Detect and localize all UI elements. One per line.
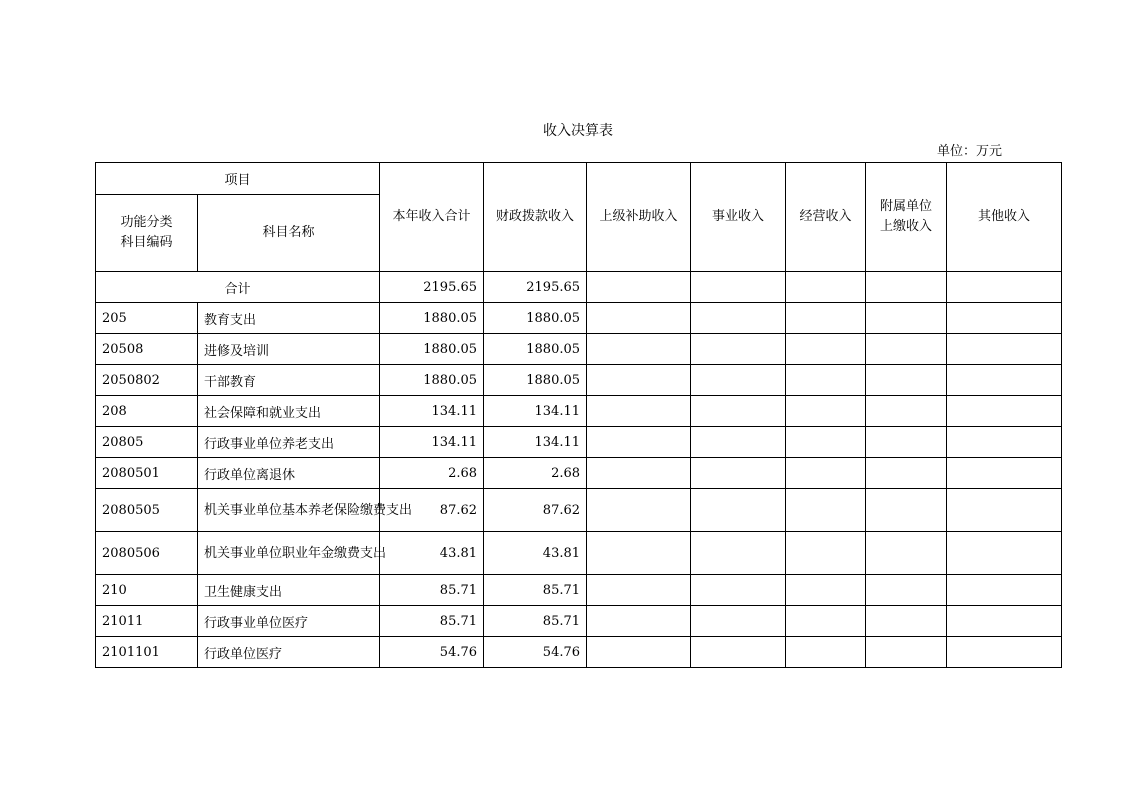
row-total: 134.11 — [380, 396, 484, 427]
empty-cell — [587, 637, 691, 668]
row-code: 2080505 — [96, 489, 198, 532]
row-total: 85.71 — [380, 606, 484, 637]
empty-cell — [947, 334, 1062, 365]
header-other: 其他收入 — [947, 163, 1062, 272]
empty-cell — [587, 489, 691, 532]
empty-cell — [691, 272, 786, 303]
row-total: 134.11 — [380, 427, 484, 458]
empty-cell — [587, 396, 691, 427]
empty-cell — [947, 427, 1062, 458]
empty-cell — [587, 334, 691, 365]
empty-cell — [587, 303, 691, 334]
empty-cell — [947, 575, 1062, 606]
table-row — [96, 637, 1062, 668]
empty-cell — [786, 334, 866, 365]
empty-cell — [947, 396, 1062, 427]
empty-cell — [786, 532, 866, 575]
empty-cell — [786, 458, 866, 489]
row-fiscal: 1880.05 — [484, 334, 587, 365]
row-code: 2080506 — [96, 532, 198, 575]
empty-cell — [587, 427, 691, 458]
table-row — [96, 303, 1062, 334]
total-row — [96, 272, 1062, 303]
header-fiscal: 财政拨款收入 — [484, 163, 587, 272]
empty-cell — [691, 606, 786, 637]
row-name: 进修及培训 — [198, 334, 380, 365]
row-fiscal: 134.11 — [484, 427, 587, 458]
row-name: 机关事业单位职业年金缴费支出 — [198, 532, 380, 575]
row-total: 1880.05 — [380, 303, 484, 334]
row-total: 85.71 — [380, 575, 484, 606]
empty-cell — [866, 575, 947, 606]
row-code: 210 — [96, 575, 198, 606]
empty-cell — [691, 458, 786, 489]
empty-cell — [587, 575, 691, 606]
empty-cell — [691, 575, 786, 606]
row-fiscal: 85.71 — [484, 575, 587, 606]
row-code: 21011 — [96, 606, 198, 637]
table-row — [96, 575, 1062, 606]
empty-cell — [866, 458, 947, 489]
table-row — [96, 365, 1062, 396]
header-superior: 上级补助收入 — [587, 163, 691, 272]
header-affiliated — [866, 163, 947, 272]
header-code — [96, 195, 198, 272]
empty-cell — [786, 427, 866, 458]
header-operating: 经营收入 — [786, 163, 866, 272]
row-total: 87.62 — [380, 489, 484, 532]
row-code: 208 — [96, 396, 198, 427]
empty-cell — [587, 458, 691, 489]
table-row — [96, 396, 1062, 427]
empty-cell — [947, 489, 1062, 532]
unit-label: 单位：万元 — [936, 144, 1002, 159]
empty-cell — [866, 396, 947, 427]
empty-cell — [786, 606, 866, 637]
header-affiliated-line2: 上缴收入 — [880, 219, 933, 234]
empty-cell — [866, 606, 947, 637]
empty-cell — [587, 606, 691, 637]
empty-cell — [786, 272, 866, 303]
empty-cell — [587, 532, 691, 575]
empty-cell — [866, 272, 947, 303]
empty-cell — [691, 427, 786, 458]
empty-cell — [691, 334, 786, 365]
empty-cell — [786, 637, 866, 668]
row-name: 机关事业单位基本养老保险缴费支出 — [198, 489, 380, 532]
row-total: 2.68 — [380, 458, 484, 489]
empty-cell — [947, 458, 1062, 489]
header-total: 本年收入合计 — [380, 163, 484, 272]
row-fiscal: 43.81 — [484, 532, 587, 575]
total-fiscal: 2195.65 — [484, 272, 587, 303]
empty-cell — [691, 303, 786, 334]
empty-cell — [786, 575, 866, 606]
row-fiscal: 1880.05 — [484, 365, 587, 396]
empty-cell — [786, 303, 866, 334]
empty-cell — [947, 637, 1062, 668]
empty-cell — [786, 396, 866, 427]
header-code-line2: 科目编码 — [120, 235, 173, 250]
header-name: 科目名称 — [198, 195, 380, 272]
row-fiscal: 134.11 — [484, 396, 587, 427]
row-code: 2080501 — [96, 458, 198, 489]
header-row-1 — [96, 163, 1062, 195]
empty-cell — [691, 396, 786, 427]
row-code: 2050802 — [96, 365, 198, 396]
row-code: 20508 — [96, 334, 198, 365]
empty-cell — [947, 606, 1062, 637]
row-fiscal: 1880.05 — [484, 303, 587, 334]
empty-cell — [587, 365, 691, 396]
row-fiscal: 54.76 — [484, 637, 587, 668]
empty-cell — [947, 365, 1062, 396]
table-row — [96, 334, 1062, 365]
row-name: 社会保障和就业支出 — [198, 396, 380, 427]
empty-cell — [691, 637, 786, 668]
empty-cell — [866, 427, 947, 458]
empty-cell — [587, 272, 691, 303]
empty-cell — [786, 489, 866, 532]
empty-cell — [786, 365, 866, 396]
table-row — [96, 427, 1062, 458]
row-total: 43.81 — [380, 532, 484, 575]
total-label: 合计 — [96, 272, 380, 303]
empty-cell — [947, 303, 1062, 334]
row-total: 1880.05 — [380, 334, 484, 365]
row-name: 行政单位医疗 — [198, 637, 380, 668]
header-affiliated-line1: 附属单位 — [880, 199, 933, 214]
row-fiscal: 87.62 — [484, 489, 587, 532]
row-name: 行政事业单位医疗 — [198, 606, 380, 637]
row-name: 行政单位离退休 — [198, 458, 380, 489]
row-total: 1880.05 — [380, 365, 484, 396]
row-name: 卫生健康支出 — [198, 575, 380, 606]
table-row — [96, 458, 1062, 489]
empty-cell — [866, 489, 947, 532]
row-fiscal: 85.71 — [484, 606, 587, 637]
income-table — [95, 162, 1062, 668]
header-item: 项目 — [96, 163, 380, 195]
header-business: 事业收入 — [691, 163, 786, 272]
row-fiscal: 2.68 — [484, 458, 587, 489]
empty-cell — [947, 532, 1062, 575]
empty-cell — [866, 303, 947, 334]
empty-cell — [866, 532, 947, 575]
table-row — [96, 532, 1062, 575]
header-code-line1: 功能分类 — [120, 215, 173, 230]
row-name: 干部教育 — [198, 365, 380, 396]
row-name: 行政事业单位养老支出 — [198, 427, 380, 458]
total-amount: 2195.65 — [380, 272, 484, 303]
table-body — [96, 163, 1062, 668]
empty-cell — [691, 532, 786, 575]
row-code: 205 — [96, 303, 198, 334]
empty-cell — [866, 334, 947, 365]
table-row — [96, 489, 1062, 532]
row-code: 20805 — [96, 427, 198, 458]
empty-cell — [691, 489, 786, 532]
empty-cell — [866, 365, 947, 396]
row-code: 2101101 — [96, 637, 198, 668]
table-title: 收入决算表 — [543, 123, 613, 139]
row-name: 教育支出 — [198, 303, 380, 334]
table-row — [96, 606, 1062, 637]
empty-cell — [691, 365, 786, 396]
empty-cell — [947, 272, 1062, 303]
empty-cell — [866, 637, 947, 668]
row-total: 54.76 — [380, 637, 484, 668]
